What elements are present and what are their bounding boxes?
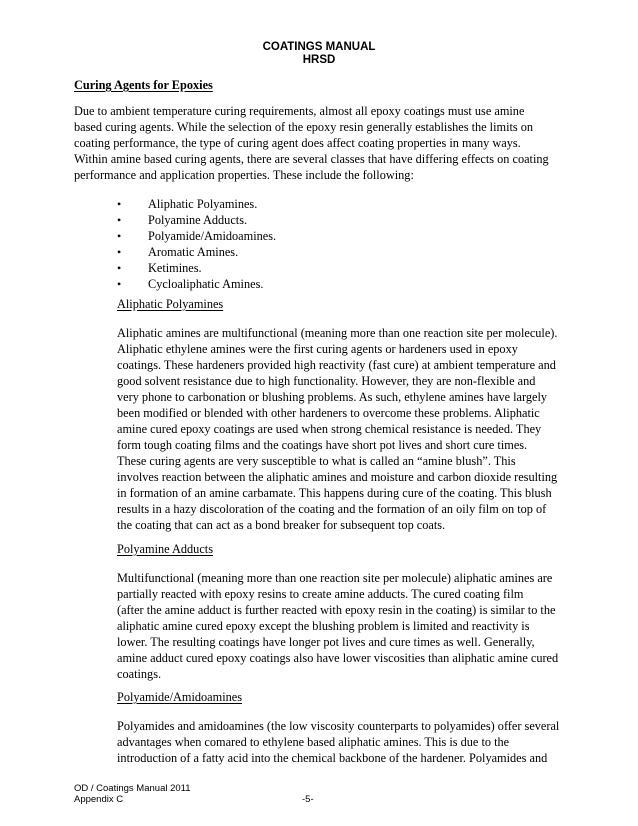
bullet-icon: • <box>117 261 122 275</box>
list-item-label: Cycloaliphatic Amines. <box>148 277 264 291</box>
text-line: in formation of an amine carbamate. This happens during cure of the coating. This blush <box>117 486 552 500</box>
text-line: Aliphatic ethylene amines were the first curing agents or hardeners used in epoxy <box>117 342 518 356</box>
text-line: advantages when comared to ethylene based aliphatic amines. This is due to the <box>117 735 510 749</box>
text-line: aliphatic amine cured epoxy except the blushing problem is limited and reactivity is <box>117 619 530 633</box>
text-line: performance and application properties. These include the following: <box>74 168 414 182</box>
footer-manual-name: OD / Coatings Manual 2011 <box>74 783 191 794</box>
list-item-label: Polyamide/Amidoamines. <box>148 229 277 243</box>
text-line: results in a hazy discoloration of the coating and the formation of an oily film on top of <box>117 502 547 516</box>
text-line: coating performance, the type of curing agent does affect coating properties in many ways. <box>74 136 521 150</box>
text-line: Within amine based curing agents, there are several classes that have differing effects on coating <box>74 152 549 166</box>
text-line: Due to ambient temperature curing requirements, almost all epoxy coatings must use amine <box>74 104 525 118</box>
list-item-label: Aliphatic Polyamines. <box>148 197 258 211</box>
bullet-icon: • <box>117 213 122 227</box>
header-title: COATINGS MANUAL <box>262 41 376 53</box>
text-line: coatings. These hardeners provided high reactivity (fast cure) at ambient temperature and <box>117 358 556 372</box>
page-number: -5- <box>302 794 314 805</box>
text-line: amine cured epoxy coatings are used when strong chemical resistance is needed. They <box>117 422 542 436</box>
subsection-heading: Polyamide/Amidoamines <box>117 690 243 704</box>
text-line: involves reaction between the aliphatic amines and moisture and carbon dioxide resulting <box>117 470 558 484</box>
text-line: (after the amine adduct is further reacted with epoxy resin in the coating) is similar to the <box>117 603 556 617</box>
text-line: amine adduct cured epoxy coatings also have lower viscosities than aliphatic amine cured <box>117 651 559 665</box>
list-item-label: Aromatic Amines. <box>148 245 239 259</box>
text-line: very phone to carbonation or blushing problems. As such, ethylene amines have largely <box>117 390 548 404</box>
text-line: the coating that can act as a bond breaker for subsequent top coats. <box>117 518 446 532</box>
bullet-icon: • <box>117 245 122 259</box>
text-line: good solvent resistance due to high functionality. However, they are non-flexible and <box>117 374 536 388</box>
subsection-heading: Polyamine Adducts <box>117 542 213 556</box>
footer-appendix: Appendix C <box>74 794 124 805</box>
list-item-label: Polyamine Adducts. <box>148 213 248 227</box>
list-item-label: Ketimines. <box>148 261 202 275</box>
text-line: Aliphatic amines are multifunctional (meaning more than one reaction site per molecule). <box>117 326 558 340</box>
subsection-heading: Aliphatic Polyamines <box>117 297 224 311</box>
text-line: coatings. <box>117 667 162 681</box>
text-line: Polyamides and amidoamines (the low viscosity counterparts to polyamides) offer several <box>117 719 560 733</box>
text-line: Multifunctional (meaning more than one reaction site per molecule) aliphatic amines are <box>117 571 553 585</box>
text-line: partially reacted with epoxy resins to create amine adducts. The cured coating film <box>117 587 524 601</box>
text-line: been modified or blended with other hardeners to overcome these problems. Aliphatic <box>117 406 540 420</box>
text-line: introduction of a fatty acid into the chemical backbone of the hardener. Polyamides and <box>117 751 548 765</box>
bullet-icon: • <box>117 229 122 243</box>
bullet-icon: • <box>117 197 122 211</box>
text-line: based curing agents. While the selection of the epoxy resin generally establishes the limits on <box>74 120 534 134</box>
header-subtitle: HRSD <box>302 54 336 66</box>
text-line: form tough coating films and the coatings have short pot lives and short cure times. <box>117 438 528 452</box>
text-line: lower. The resulting coatings have longer pot lives and cure times as well. Generally, <box>117 635 535 649</box>
section-title: Curing Agents for Epoxies <box>74 78 213 92</box>
bullet-icon: • <box>117 277 122 291</box>
text-line: These curing agents are very susceptible to what is called an “amine blush”. This <box>117 454 516 468</box>
